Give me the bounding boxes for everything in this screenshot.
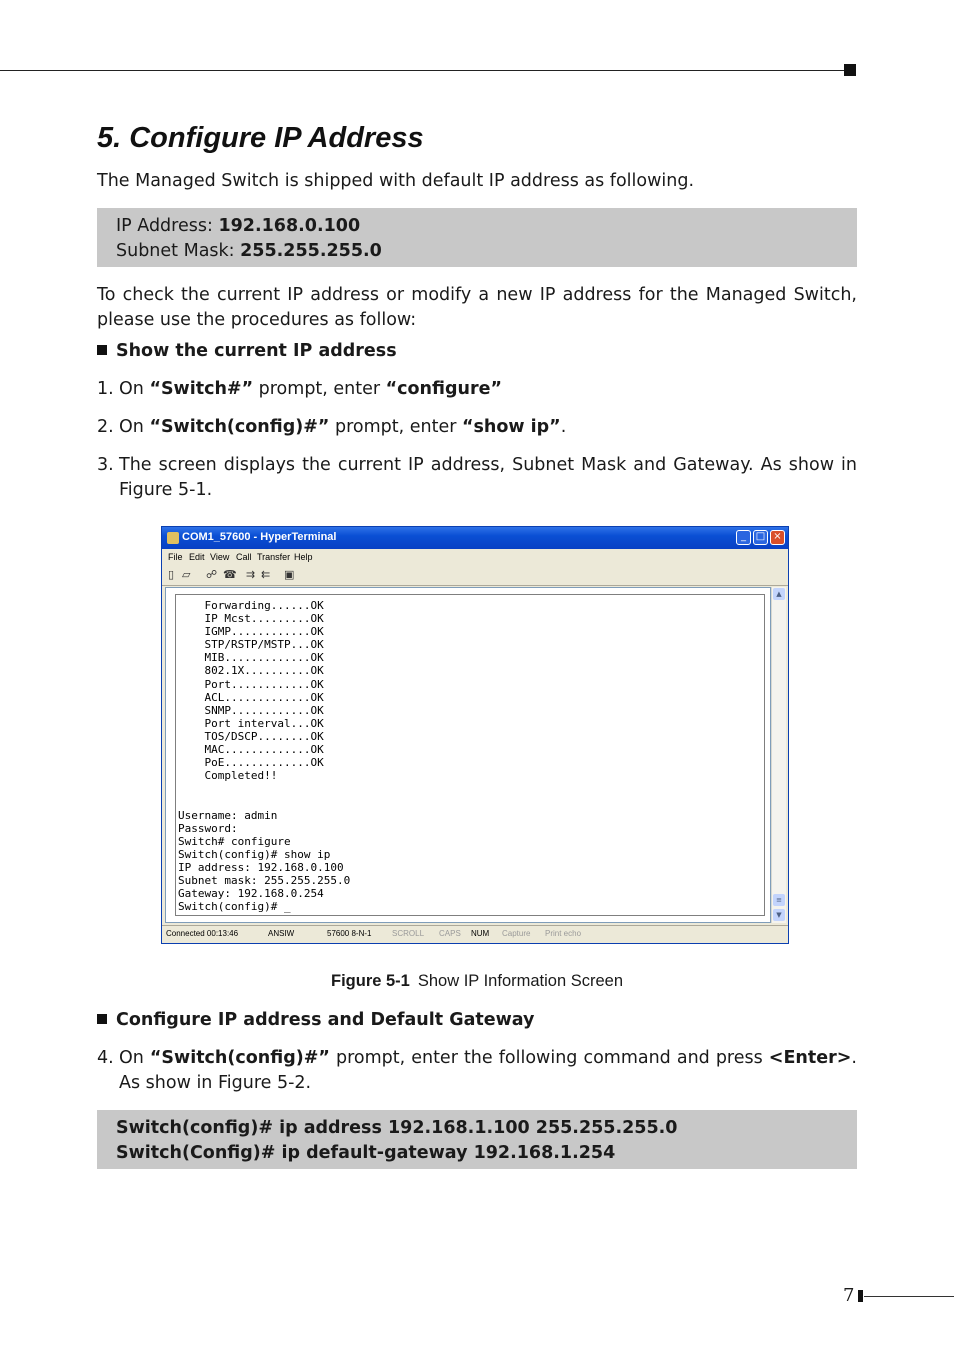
figure-caption-text: Show IP Information Screen: [417, 972, 623, 990]
bullet-square-icon: [97, 1014, 107, 1024]
command-line-2: Switch(Config)# ip default-gateway 192.168.1.254: [116, 1143, 616, 1163]
command-line-1: Switch(config)# ip address 192.168.1.100 255.255.255.0: [116, 1118, 678, 1138]
status-scroll: SCROLL: [392, 929, 425, 938]
status-capture: Capture: [502, 929, 531, 938]
status-connected: Connected 00:13:46: [166, 929, 239, 938]
ip-address-line: [116, 214, 857, 239]
default-ip-box: [97, 208, 857, 267]
ip-address-value: 192.168.0.100: [218, 216, 361, 236]
footer-rule: [864, 1296, 954, 1297]
scroll-thumb[interactable]: ≡: [773, 894, 785, 906]
close-button[interactable]: ×: [770, 530, 785, 545]
step-text: prompt, enter the following command and press: [329, 1048, 769, 1068]
hyperterminal-icon: [167, 532, 179, 544]
menu-help[interactable]: Help: [294, 552, 313, 562]
figure-caption: [0, 972, 954, 991]
terminal-area[interactable]: [165, 587, 771, 923]
send-icon[interactable]: ⇉: [246, 568, 256, 581]
subnet-mask-label: Subnet Mask:: [116, 241, 241, 261]
step-prompt: “Switch(config)#”: [149, 417, 330, 437]
menu-bar: [162, 549, 788, 565]
step-number: 4.: [97, 1048, 114, 1068]
section-title: 5. Configure IP Address: [97, 122, 424, 154]
window-titlebar[interactable]: [162, 527, 788, 549]
intro-paragraph: The Managed Switch is shipped with default IP address as following.: [97, 171, 695, 191]
step-command: “configure”: [385, 379, 502, 399]
subnet-mask-line: [116, 239, 857, 264]
status-settings: 57600 8-N-1: [327, 929, 372, 938]
bullet-show-ip: [97, 339, 397, 364]
footer-marker: [858, 1290, 863, 1302]
step-text: prompt, enter: [329, 417, 462, 437]
status-bar: [162, 925, 788, 942]
connect-icon[interactable]: ☍: [206, 568, 218, 581]
menu-file[interactable]: File: [168, 552, 183, 562]
page-number: 7: [843, 1285, 855, 1306]
step-text: . As show in Figure 5-2.: [119, 1048, 857, 1093]
bullet-configure-ip: [97, 1008, 534, 1033]
step-number: 1.: [97, 379, 114, 399]
step-prompt: “Switch(config)#”: [149, 1048, 330, 1068]
step-text: On: [119, 1048, 150, 1068]
receive-icon[interactable]: ⇇: [261, 568, 271, 581]
menu-call[interactable]: Call: [236, 552, 252, 562]
toolbar: [162, 565, 788, 586]
step-text: On: [119, 379, 150, 399]
step-command: “show ip”: [462, 417, 561, 437]
maximize-button[interactable]: □: [753, 530, 768, 545]
step-text: .: [560, 417, 567, 437]
step-1: [97, 377, 857, 402]
subnet-mask-value: 255.255.255.0: [240, 241, 382, 261]
status-emulation: ANSIW: [268, 929, 295, 938]
menu-edit[interactable]: Edit: [189, 552, 205, 562]
scroll-up-icon[interactable]: ▲: [773, 588, 785, 600]
status-print-echo: Print echo: [545, 929, 582, 938]
status-caps: CAPS: [439, 929, 461, 938]
properties-icon[interactable]: ▣: [284, 568, 295, 581]
hyperterminal-window: [161, 526, 789, 944]
step-4: [97, 1046, 857, 1096]
step-3: [97, 453, 857, 503]
minimize-button[interactable]: _: [736, 530, 751, 545]
step-number: 3.: [97, 455, 114, 475]
bullet-square-icon: [97, 345, 107, 355]
status-num: NUM: [471, 929, 490, 938]
disconnect-icon[interactable]: ☎: [223, 568, 237, 581]
open-icon[interactable]: ▱: [182, 568, 191, 581]
terminal-output: Forwarding......OK IP Mcst.........OK IGMP............OK STP/RSTP/MSTP...OK MIB.............OK 802.1X..........OK Port............OK ACL.............OK SNMP............OK Port interval...OK TOS/DSCP........OK MAC.............OK PoE.............OK Completed!! Username: admin Password: Switch# configure Switch(config)# show ip IP address: 192.168.0.100 Subnet mask: 255.255.255.0 Gateway: 192.168.0.254 Switch(config)# _: [178, 599, 351, 914]
step-prompt: “Switch#”: [149, 379, 254, 399]
scroll-down-icon[interactable]: ▼: [773, 909, 785, 921]
bullet-configure-ip-label: Configure IP address and Default Gateway: [116, 1010, 535, 1030]
step-key: <Enter>: [768, 1048, 852, 1068]
ip-address-label: IP Address:: [116, 216, 219, 236]
header-square-marker: [844, 64, 856, 76]
command-box: [97, 1110, 857, 1169]
step-2: [97, 415, 857, 440]
new-icon[interactable]: ▯: [168, 568, 175, 581]
step-number: 2.: [97, 417, 114, 437]
menu-view[interactable]: View: [210, 552, 230, 562]
bullet-show-ip-label: Show the current IP address: [116, 341, 397, 361]
vertical-scrollbar[interactable]: [771, 587, 786, 923]
check-paragraph: To check the current IP address or modify a new IP address for the Managed Switch, please use the procedures as follow:: [97, 285, 857, 330]
step-text: On: [119, 417, 150, 437]
window-title: COM1_57600 - HyperTerminal: [182, 531, 337, 543]
menu-transfer[interactable]: Transfer: [257, 552, 291, 562]
step-text: The screen displays the current IP address, Subnet Mask and Gateway. As show in Figure 5-1.: [119, 455, 857, 500]
figure-label: Figure 5-1: [331, 972, 410, 990]
step-text: prompt, enter: [253, 379, 386, 399]
header-rule: [0, 70, 846, 71]
